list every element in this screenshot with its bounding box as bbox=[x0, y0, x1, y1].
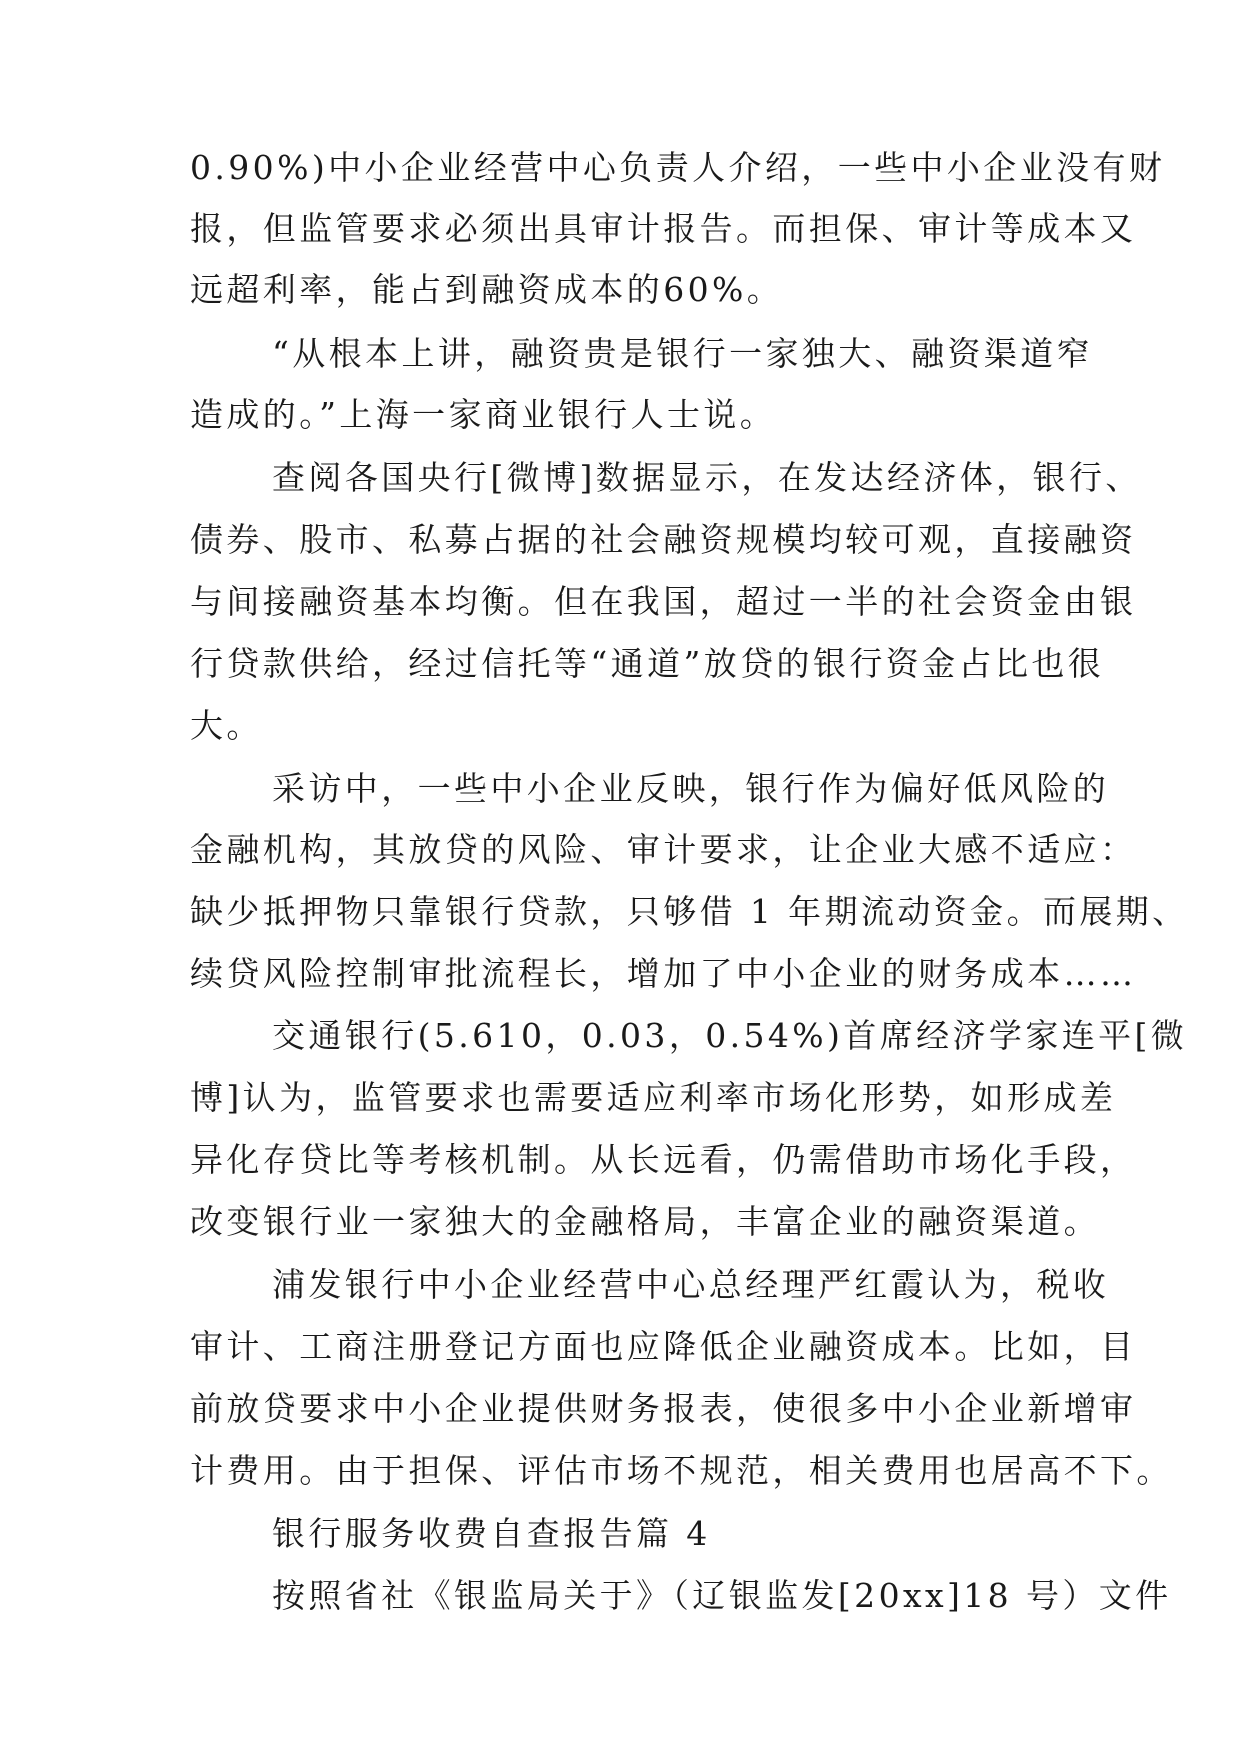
text-line: 续贷风险控制审批流程长，增加了中小企业的财务成本…… bbox=[190, 954, 1137, 993]
text-line: 计费用。由于担保、评估市场不规范，相关费用也居高不下。 bbox=[190, 1451, 1173, 1490]
text-line: 缺少抵押物只靠银行贷款，只够借 1 年期流动资金。而展期、 bbox=[190, 892, 1189, 931]
text-line: 债券、股市、私募占据的社会融资规模均较可观，直接融资 bbox=[190, 520, 1137, 559]
text-line: 与间接融资基本均衡。但在我国，超过一半的社会资金由银 bbox=[190, 582, 1137, 621]
text-line: 造成的。”上海一家商业银行人士说。 bbox=[190, 395, 777, 434]
text-line: 博]认为，监管要求也需要适应利率市场化形势，如形成差 bbox=[190, 1078, 1117, 1117]
text-line: 远超利率，能占到融资成本的60%。 bbox=[190, 270, 784, 309]
text-line: 改变银行业一家独大的金融格局，丰富企业的融资渠道。 bbox=[190, 1202, 1100, 1241]
paragraph-start: 交通银行(5.610，0.03，0.54%)首席经济学家连平[微 bbox=[272, 1016, 1188, 1055]
section-heading: 银行服务收费自查报告篇 4 bbox=[272, 1514, 711, 1553]
paragraph-start: 按照省社《银监局关于》（辽银监发[20xx]18 号）文件 bbox=[272, 1576, 1172, 1615]
paragraph-start: 采访中，一些中小企业反映，银行作为偏好低风险的 bbox=[272, 769, 1110, 808]
text-line: 金融机构，其放贷的风险、审计要求，让企业大感不适应： bbox=[190, 830, 1137, 869]
paragraph-start: 浦发银行中小企业经营中心总经理严红霞认为，税收 bbox=[272, 1265, 1110, 1304]
text-line: 大。 bbox=[190, 706, 263, 745]
text-line: 0.90%)中小企业经营中心负责人介绍，一些中小企业没有财 bbox=[190, 148, 1166, 187]
text-line: 前放贷要求中小企业提供财务报表，使很多中小企业新增审 bbox=[190, 1389, 1137, 1428]
text-line: 行贷款供给，经过信托等“通道”放贷的银行资金占比也很 bbox=[190, 644, 1105, 683]
paragraph-start: 查阅各国央行[微博]数据显示，在发达经济体，银行、 bbox=[272, 458, 1142, 497]
text-line: 报，但监管要求必须出具审计报告。而担保、审计等成本又 bbox=[190, 209, 1137, 248]
text-line: 异化存贷比等考核机制。从长远看，仍需借助市场化手段， bbox=[190, 1140, 1137, 1179]
text-line: 审计、工商注册登记方面也应降低企业融资成本。比如，目 bbox=[190, 1327, 1137, 1366]
quote-paragraph-start: “从根本上讲，融资贵是银行一家独大、融资渠道窄 bbox=[272, 334, 1094, 373]
